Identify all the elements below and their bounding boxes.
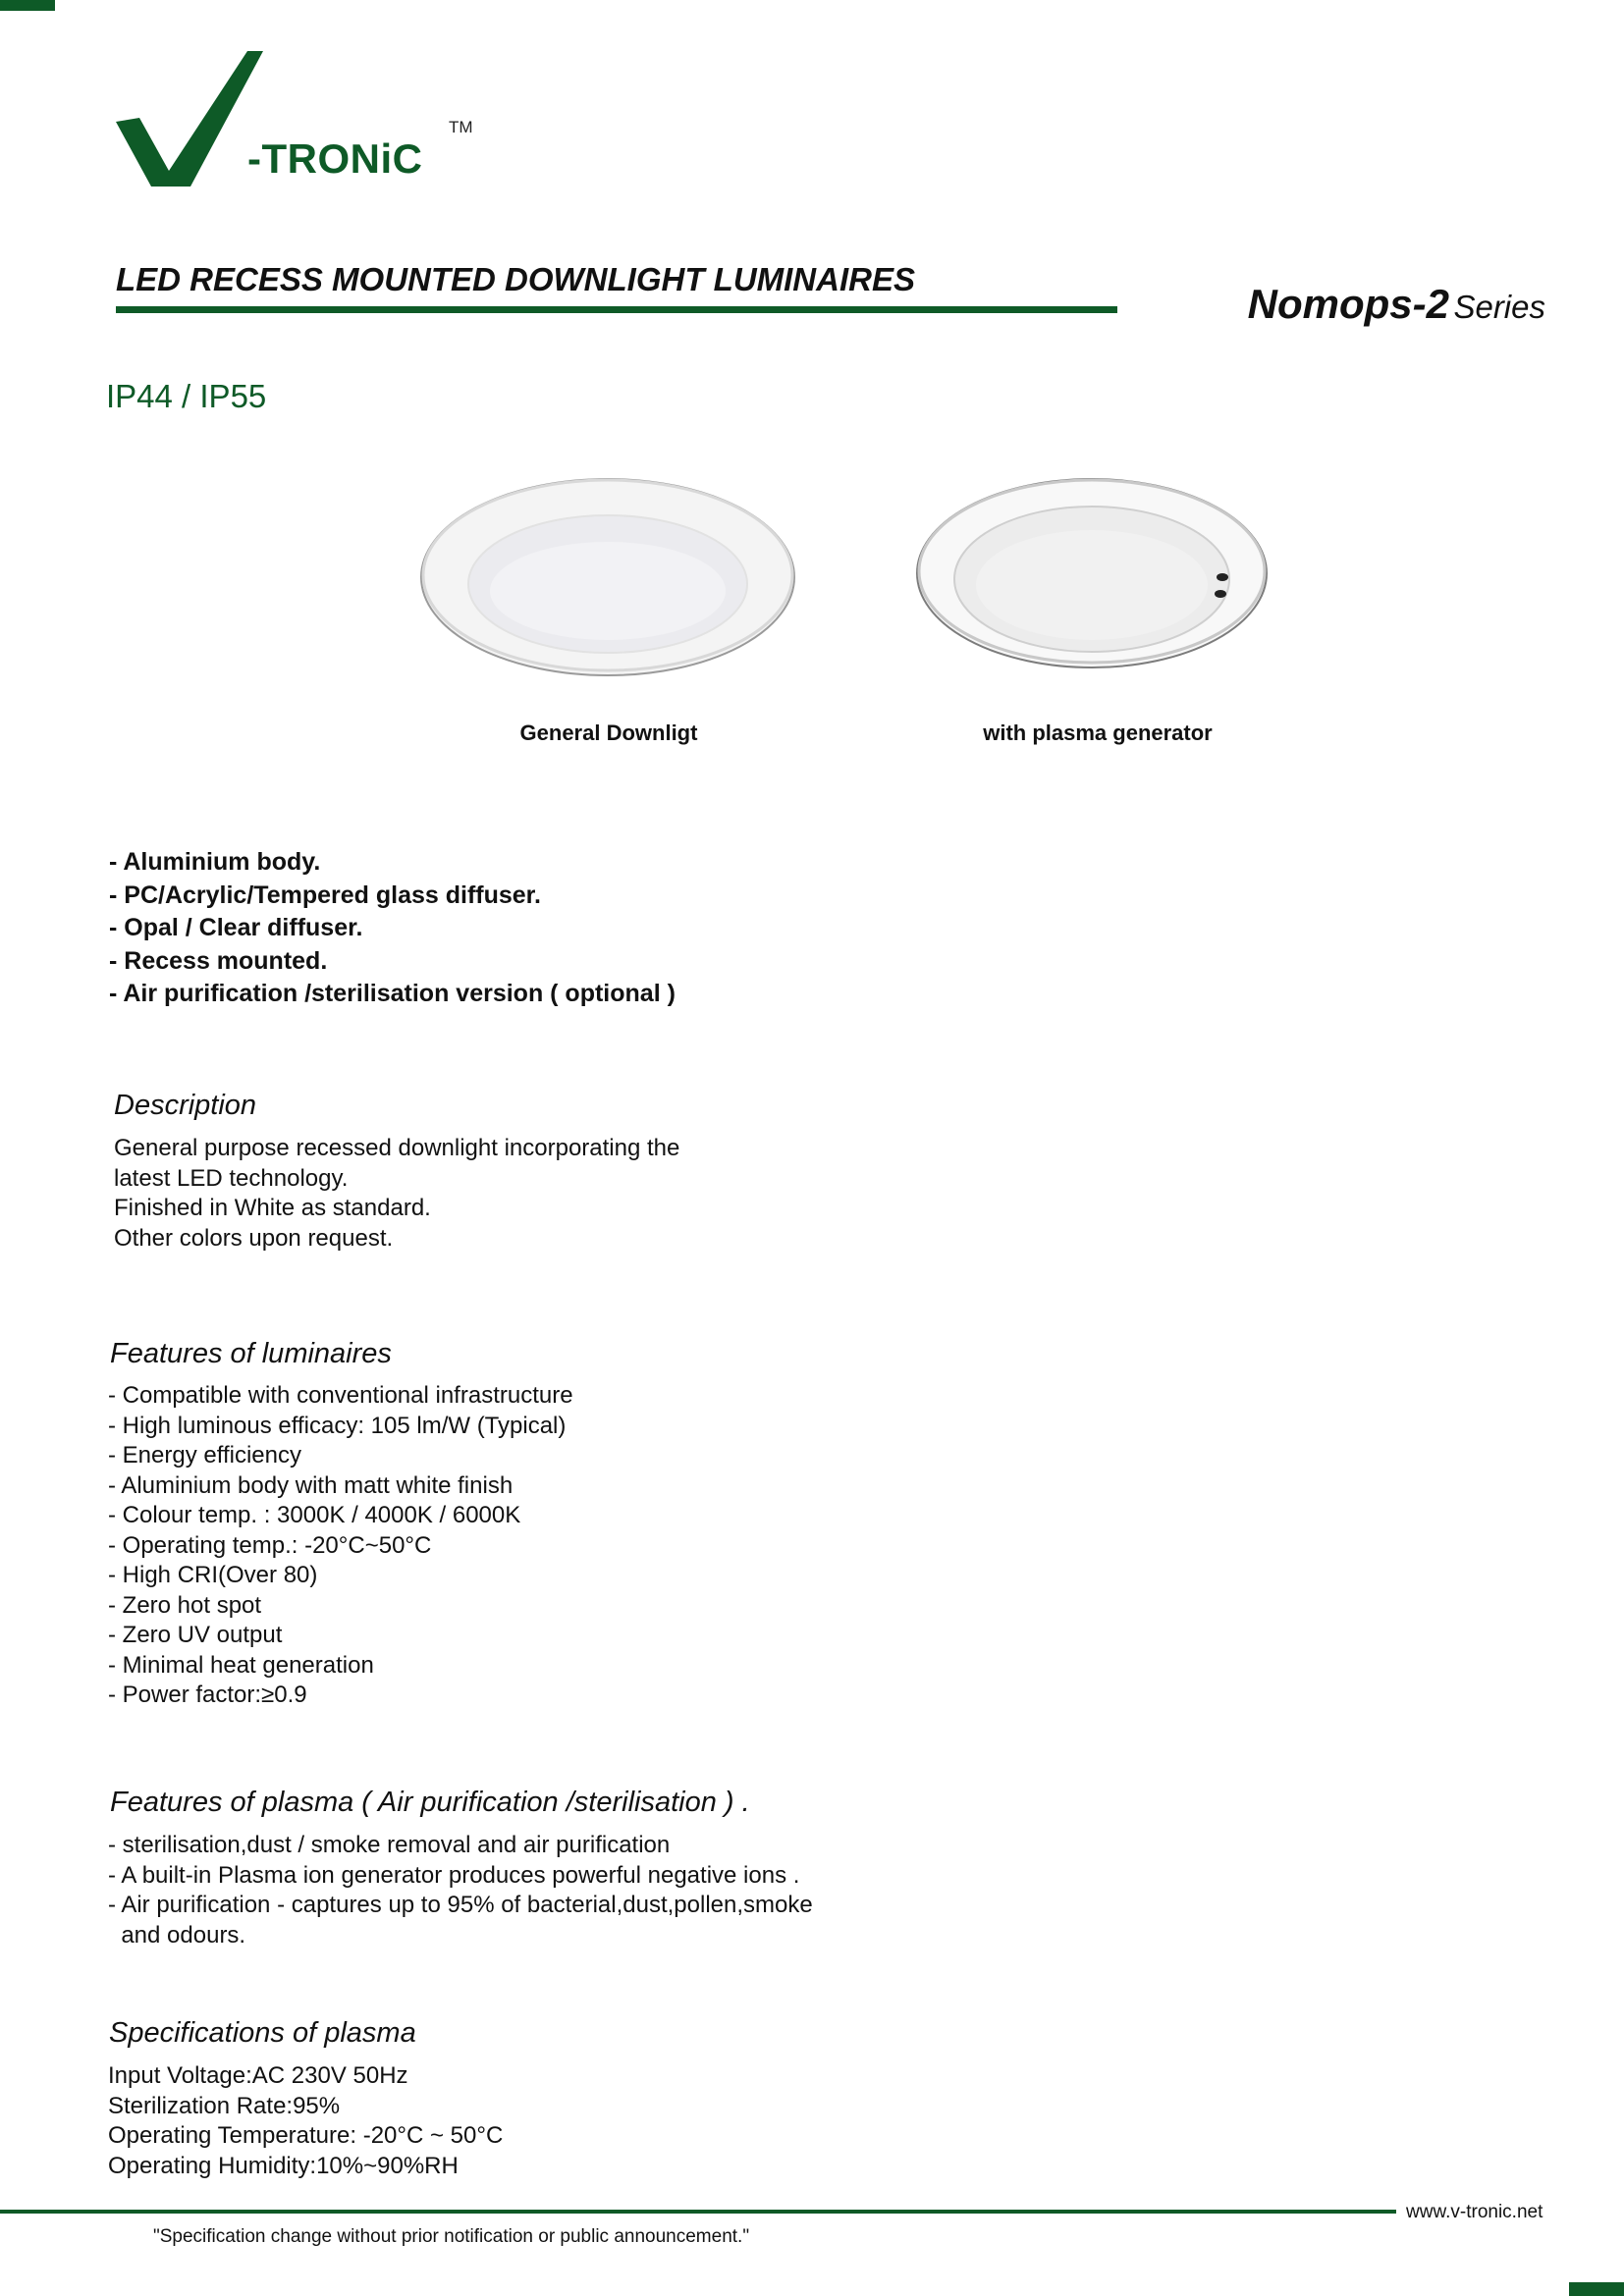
list-item: Operating Humidity:10%~90%RH bbox=[108, 2152, 459, 2179]
description-line: Other colors upon request. bbox=[114, 1224, 394, 1252]
features-luminaires-list bbox=[108, 1381, 573, 1711]
brand-logo bbox=[108, 45, 481, 192]
series-title bbox=[1248, 281, 1545, 328]
list-item: Sterilization Rate:95% bbox=[108, 2092, 341, 2119]
description-line: Finished in White as standard. bbox=[114, 1195, 431, 1221]
list-item: Input Voltage:AC 230V 50Hz bbox=[108, 2062, 408, 2089]
checkmark-icon bbox=[108, 45, 265, 192]
description-line: latest LED technology. bbox=[114, 1164, 349, 1192]
product-image-general bbox=[416, 471, 799, 687]
series-name: Nomops-2 bbox=[1247, 281, 1449, 327]
list-item: and odours. bbox=[108, 1921, 246, 1949]
list-item: - PC/Acrylic/Tempered glass diffuser. bbox=[109, 881, 541, 909]
list-item: - Operating temp.: -20°C~50°C bbox=[108, 1531, 432, 1559]
list-item: - Opal / Clear diffuser. bbox=[109, 914, 363, 941]
features-plasma-list bbox=[108, 1831, 813, 1950]
features-plasma-heading: Features of plasma ( Air purification /sterilisation ) . bbox=[110, 1787, 750, 1818]
corner-accent-bottom bbox=[1569, 2282, 1624, 2296]
features-luminaires-heading: Features of luminaires bbox=[110, 1338, 392, 1369]
list-item: - Energy efficiency bbox=[108, 1442, 301, 1468]
list-item: - High CRI(Over 80) bbox=[108, 1562, 318, 1588]
corner-accent-top bbox=[0, 0, 55, 11]
brand-name: -TRONiC bbox=[247, 135, 423, 182]
footer-divider bbox=[0, 2210, 1396, 2214]
specifications-plasma-list bbox=[108, 2061, 503, 2181]
list-item: - Zero hot spot bbox=[108, 1591, 262, 1619]
list-item: - Aluminium body with matt white finish bbox=[108, 1471, 514, 1499]
list-item: - Power factor:≥0.9 bbox=[108, 1682, 307, 1708]
trademark-symbol: TM bbox=[449, 118, 473, 136]
list-item: - Compatible with conventional infrastructure bbox=[108, 1382, 573, 1409]
product-caption-plasma: with plasma generator bbox=[983, 721, 1213, 745]
downlight-icon bbox=[416, 471, 799, 687]
list-item: - Air purification /sterilisation version ( optional ) bbox=[109, 980, 676, 1007]
footer-website-link[interactable]: www.v-tronic.net bbox=[1406, 2202, 1543, 2222]
product-caption-general: General Downligt bbox=[519, 721, 698, 745]
footer-disclaimer: "Specification change without prior notification or public announcement." bbox=[153, 2226, 750, 2247]
ip-rating: IP44 / IP55 bbox=[106, 378, 267, 414]
key-features-list bbox=[109, 846, 676, 1011]
list-item: - Aluminium body. bbox=[109, 848, 321, 876]
list-item: - sterilisation,dust / smoke removal and air purification bbox=[108, 1832, 671, 1858]
list-item: - Air purification - captures up to 95% of bacterial,dust,pollen,smoke bbox=[108, 1892, 813, 1918]
description-heading: Description bbox=[114, 1090, 257, 1121]
list-item: - Minimal heat generation bbox=[108, 1651, 374, 1679]
description-text bbox=[114, 1134, 679, 1254]
list-item: - Colour temp. : 3000K / 4000K / 6000K bbox=[108, 1502, 521, 1528]
list-item: - Recess mounted. bbox=[109, 946, 328, 975]
description-line: General purpose recessed downlight incorporating the bbox=[114, 1135, 680, 1161]
title-underline bbox=[116, 306, 1117, 313]
product-image-plasma bbox=[915, 469, 1298, 685]
specifications-plasma-heading: Specifications of plasma bbox=[109, 2017, 416, 2049]
plasma-downlight-icon bbox=[915, 469, 1298, 685]
list-item: - High luminous efficacy: 105 lm/W (Typical) bbox=[108, 1412, 567, 1439]
series-label: Series bbox=[1453, 289, 1545, 325]
page-title: LED RECESS MOUNTED DOWNLIGHT LUMINAIRES bbox=[116, 261, 915, 297]
list-item: Operating Temperature: -20°C ~ 50°C bbox=[108, 2122, 504, 2149]
list-item: - A built-in Plasma ion generator produces powerful negative ions . bbox=[108, 1861, 800, 1889]
list-item: - Zero UV output bbox=[108, 1622, 283, 1648]
